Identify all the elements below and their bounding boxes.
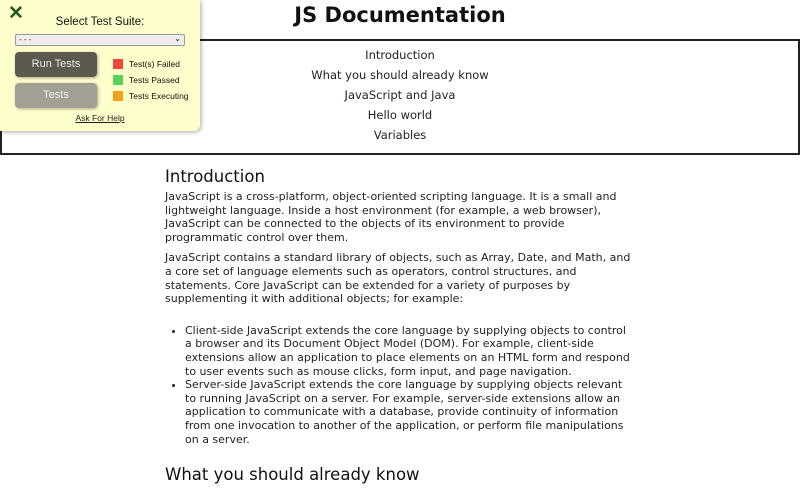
section-what-you-should-already-know [165, 464, 635, 486]
paragraph: JavaScript contains a standard library of objects, such as Array, Date, and Math, and a core set of language elements such as operators, control structures, and statements. Core JavaScript can be extended for a variety of purposes by supplementing it with additional objects; for example: [165, 251, 631, 306]
legend-label: Test(s) Failed [129, 59, 181, 69]
suite-label: Select Test Suite: [55, 16, 145, 28]
chevron-down-icon: ⌄ [174, 34, 181, 43]
legend-item-failed [113, 56, 189, 72]
nav-link-introduction[interactable]: Introduction [365, 48, 435, 62]
legend-label: Tests Executing [129, 91, 189, 101]
bullet-list [185, 324, 635, 446]
nav-link-variables[interactable]: Variables [373, 128, 427, 142]
page-title: JS Documentation [294, 3, 506, 27]
nav-link-what-you-should-already-know[interactable]: What you should already know [311, 68, 489, 82]
test-legend [113, 56, 189, 104]
list-item: • Client-side JavaScript extends the core language by supplying objects to control a browser and its Document Object Model (DOM). For example, client-side extensions allow an application to place elements on an HTML form and respond to user events such as mouse clicks, form input, and page navigation. [185, 324, 635, 378]
ask-for-help-link[interactable]: Ask For Help [75, 113, 125, 123]
test-panel [0, 0, 200, 131]
section-title: Introduction [165, 167, 265, 186]
main-content [165, 166, 635, 488]
test-suite-select[interactable] [15, 34, 185, 46]
list-item: • Server-side JavaScript extends the core language by supplying objects relevant to running JavaScript on a server. For example, server-side extensions allow an application to communicate with a database, provide continuity of information from one invocation to another of the application, or perform file manipulations on a server. [185, 378, 635, 446]
legend-item-executing [113, 88, 189, 104]
legend-label: Tests Passed [129, 75, 180, 85]
section-introduction [165, 166, 635, 446]
failed-swatch-icon [113, 59, 123, 69]
close-icon[interactable]: ✕ [8, 3, 24, 24]
tests-button[interactable]: Tests [15, 83, 97, 108]
legend-item-passed [113, 72, 189, 88]
executing-swatch-icon [113, 91, 123, 101]
section-title: What you should already know [165, 465, 420, 485]
nav-link-javascript-and-java[interactable]: JavaScript and Java [344, 88, 456, 102]
suite-select-value: - - - [19, 35, 32, 44]
paragraph: JavaScript is a cross-platform, object-oriented scripting language. It is a small and lightweight language. Inside a host environment (for example, a web browser), JavaScript can be connected to the objects of its environment to provide programmatic control over them. [165, 190, 617, 244]
run-tests-button[interactable]: Run Tests [15, 52, 97, 77]
passed-swatch-icon [113, 75, 123, 85]
nav-link-hello-world[interactable]: Hello world [367, 108, 433, 122]
